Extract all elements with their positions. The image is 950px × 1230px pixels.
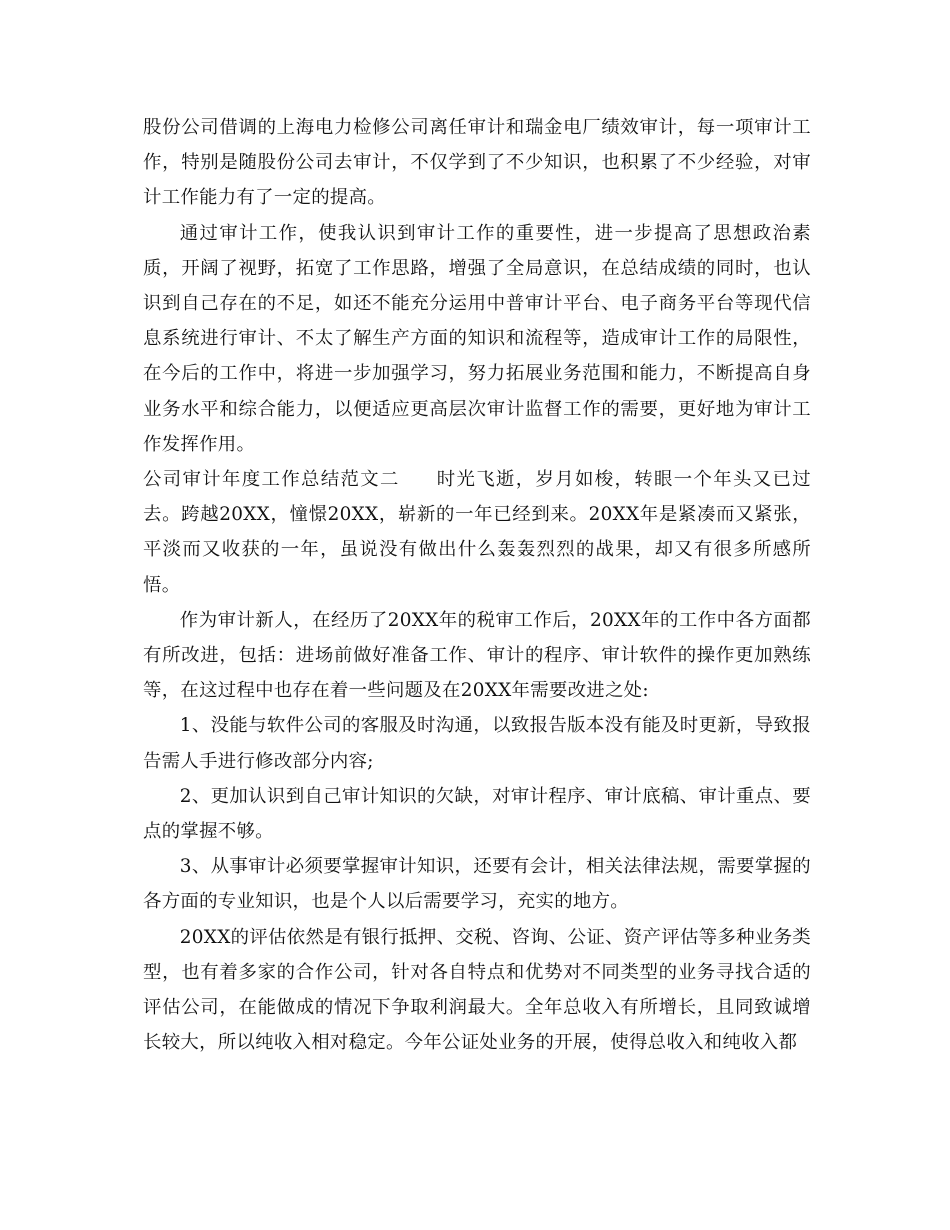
- list-item: 3、从事审计必须要掌握审计知识，还要有会计，相关法律法规，需要掌握的各方面的专业知识，也是个人以后需要学习，充实的地方。: [143, 856, 811, 913]
- document-body: [143, 110, 811, 1060]
- section-heading: 公司审计年度工作总结范文二: [143, 469, 400, 491]
- paragraph: 股份公司借调的上海电力检修公司离任审计和瑞金电厂绩效审计，每一项审计工作，特别是随股份公司去审计，不仅学到了不少知识，也积累了不少经验，对审计工作能力有了一定的提高。: [143, 117, 811, 209]
- paragraph: 20XX的评估依然是有银行抵押、交税、咨询、公证、资产评估等多种业务类型，也有着多家的合作公司，针对各自特点和优势对不同类型的业务寻找合适的评估公司，在能做成的情况下争取利润最大。全年总收入有所增长，且同致诚增长较大，所以纯收入相对稳定。今年公证处业务的开展，使得总收入和纯收入都: [143, 926, 811, 1054]
- list-item: 1、没能与软件公司的客服及时沟通，以致报告版本没有能及时更新，导致报告需人手进行修改部分内容;: [143, 715, 811, 772]
- paragraph-with-heading: [143, 462, 811, 603]
- paragraph-text: 时光飞逝，岁月如梭，转眼一个年头又已过去。跨越20XX，憧憬20XX，崭新的一年已经到来。20XX年是紧凑而又紧张，平淡而又收获的一年，虽说没有做出什么轰轰烈烈的战果，却又有很多所感所悟。: [143, 469, 811, 596]
- list-item: 2、更加认识到自己审计知识的欠缺，对审计程序、审计底稿、审计重点、要点的掌握不够。: [143, 785, 811, 843]
- paragraph: 作为审计新人，在经历了20XX年的税审工作后，20XX年的工作中各方面都有所改进，包括：进场前做好准备工作、审计的程序、审计软件的操作更加熟练等，在这过程中也存在着一些问题及在20XX年需要改进之处:: [143, 609, 811, 702]
- paragraph: 通过审计工作，使我认识到审计工作的重要性，进一步提高了思想政治素质，开阔了视野，拓宽了工作思路，增强了全局意识，在总结成绩的同时，也认识到自己存在的不足，如还不能充分运用中普审计平台、电子商务平台等现代信息系统进行审计、不太了解生产方面的知识和流程等，造成审计工作的局限性，在今后的工作中，将进一步加强学习，努力拓展业务范围和能力，不断提高自身业务水平和综合能力，以便适应更高层次审计监督工作的需要，更好地为审计工作发挥作用。: [143, 222, 811, 455]
